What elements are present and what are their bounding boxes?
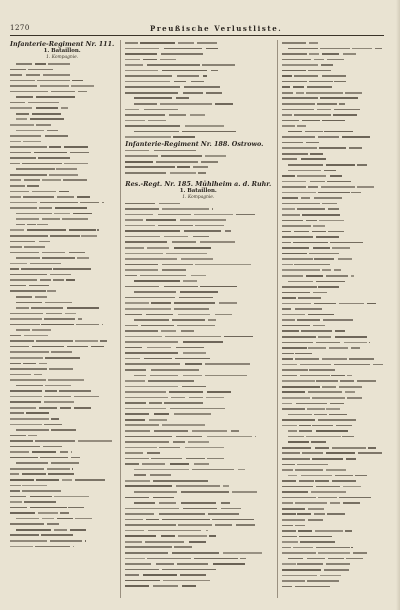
column-left — [10, 40, 114, 598]
company-heading: 1. Kompagnie. — [182, 194, 215, 200]
page-header — [10, 24, 384, 36]
battalion-heading: 1. Bataillon. — [43, 48, 81, 54]
casualty-list — [282, 40, 384, 589]
casualty-list — [125, 201, 271, 589]
casualty-line — [282, 584, 384, 590]
regiment-heading: Res.-Regt. Nr. 185. Mühlheim a. d. Ruhr. — [125, 179, 272, 188]
page-edge — [396, 0, 400, 610]
casualty-line — [125, 583, 271, 589]
casualty-line — [10, 544, 114, 550]
casualty-list — [125, 148, 271, 176]
regiment-heading: Infanterie-Regiment Nr. 111. — [10, 40, 115, 48]
company-heading: 1. Kompagnie. — [46, 55, 79, 60]
battalion-heading: 1. Bataillon. — [179, 187, 217, 194]
casualty-list — [10, 61, 114, 549]
page-number: 1270 — [10, 24, 30, 32]
header-rule — [10, 35, 384, 36]
column-right — [277, 40, 384, 598]
casualty-line — [125, 134, 271, 140]
regiment-heading: Infanterie-Regiment Nr. 188. Ostrowo. — [125, 139, 264, 148]
column-middle — [120, 40, 271, 598]
text-columns — [10, 40, 384, 598]
casualty-list — [125, 40, 271, 140]
casualty-line — [125, 170, 271, 176]
page-title: Preußische Verlustliste. — [150, 24, 283, 33]
